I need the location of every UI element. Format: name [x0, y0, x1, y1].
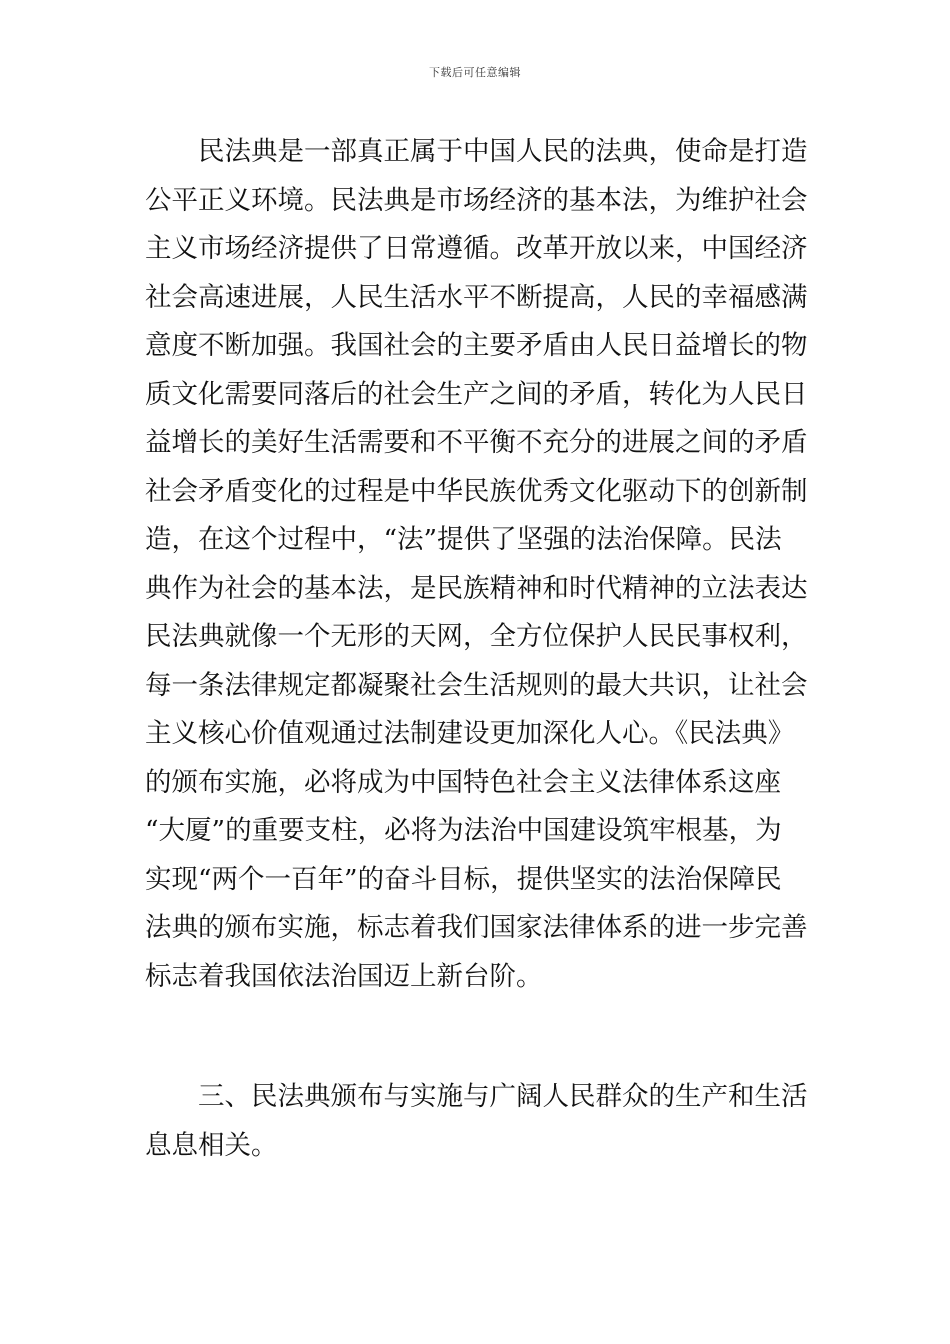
paragraph-line: 的颁布实施，必将成为中国特色社会主义法律体系这座 — [145, 766, 781, 798]
paragraph-line: 实现“两个一百年”的奋斗目标，提供坚实的法治保障民 — [145, 863, 782, 895]
page-header-note: 下载后可任意编辑 — [429, 66, 521, 79]
section-heading-line: 三、民法典颁布与实施与广阔人民群众的生产和生活 — [198, 1081, 808, 1112]
paragraph-line: 意度不断加强。我国社会的主要矛盾由人民日益增长的物 — [145, 330, 808, 361]
paragraph-line: 法典的颁布实施，标志着我们国家法律体系的进一步完善 — [145, 912, 808, 943]
paragraph-line: 质文化需要同落后的社会生产之间的矛盾，转化为人民日 — [145, 378, 808, 410]
paragraph-line: 社会矛盾变化的过程是中华民族优秀文化驱动下的创新制 — [145, 475, 808, 507]
paragraph-line: 民法典就像一个无形的天网，全方位保护人民民事权利， — [145, 621, 808, 652]
paragraph-line: 标志着我国依法治国迈上新台阶。 — [145, 960, 543, 992]
paragraph-line: 主义市场经济提供了日常遵循。改革开放以来，中国经济 — [145, 233, 808, 264]
paragraph-line: 每一条法律规定都凝聚社会生活规则的最大共识，让社会 — [145, 669, 808, 701]
paragraph-line: 造，在这个过程中，“法”提供了坚强的法治保障。民法 — [145, 524, 782, 555]
paragraph-line: 社会高速进展，人民生活水平不断提高，人民的幸福感满 — [145, 281, 808, 313]
paragraph-line: 典作为社会的基本法，是民族精神和时代精神的立法表达 — [145, 572, 808, 604]
paragraph-line: “大厦”的重要支柱，必将为法治中国建设筑牢根基，为 — [145, 815, 782, 846]
body-paragraph-1 — [145, 128, 815, 1001]
body-paragraph-2 — [145, 1073, 815, 1170]
section-heading-line: 息息相关。 — [145, 1129, 278, 1161]
paragraph-line: 公平正义环境。民法典是市场经济的基本法，为维护社会 — [145, 184, 808, 216]
paragraph-line: 民法典是一部真正属于中国人民的法典，使命是打造 — [198, 136, 808, 167]
paragraph-line: 主义核心价值观通过法制建设更加深化人心。《民法典》 — [145, 718, 795, 749]
paragraph-line: 益增长的美好生活需要和不平衡不充分的进展之间的矛盾 — [145, 427, 808, 458]
